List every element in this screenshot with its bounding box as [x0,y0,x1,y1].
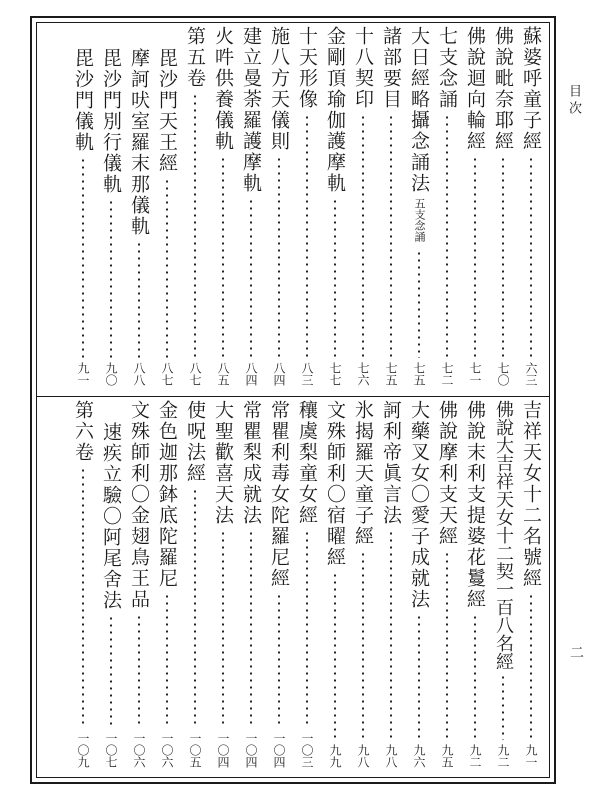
entry-page: 九〇 [104,362,118,386]
toc-entry [404,400,434,774]
entry-note: 五支念誦 [413,198,426,242]
leader-dots [110,615,112,728]
entry-title: 佛說迴向輪經 [464,26,486,152]
toc-entry [488,26,518,392]
toc-entry [348,400,378,774]
entry-page: 一〇四 [216,732,230,768]
leader-dots [418,614,420,740]
leader-dots [278,593,280,728]
bottom-section [40,400,546,774]
entry-page: 九二 [468,744,482,768]
entry-title: 常瞿利毒女陀羅尼經 [268,400,290,589]
entry-title: 大藥叉女〇愛子成就法 [408,400,430,610]
toc-entry [488,400,518,774]
top-section [40,26,546,392]
leader-dots [474,614,476,740]
toc-entry [208,26,238,392]
toc-entry [68,26,98,392]
entry-title: 常瞿梨成就法 [240,400,262,526]
entry-title: 七支念誦 [436,26,458,110]
entry-page: 九六 [412,744,426,768]
leader-dots [474,156,476,358]
toc-entry [376,400,406,774]
entry-title: 佛說大吉祥天女十二契一百八名經 [493,400,514,670]
leader-dots [390,114,392,358]
entry-title: 火吽供養儀軌 [212,26,234,152]
entry-title: 速疾立驗〇阿尾舍法 [100,422,122,611]
entry-page: 六三 [524,362,538,386]
toc-entry [320,400,350,774]
leader-dots [138,614,140,728]
toc-entry [236,26,266,392]
entry-title: 文殊師利〇宿曜經 [324,400,346,568]
volume-title: 第五卷 [184,26,206,89]
entry-title: 建立曼荼羅護摩軌 [240,26,262,194]
entry-page: 七〇 [496,362,510,386]
section-divider [36,396,550,397]
entry-title: 文殊師利〇金翅鳥王品 [128,400,150,610]
volume-title: 第六卷 [72,400,94,463]
toc-entry [124,26,154,392]
toc-entry [376,26,406,392]
entry-page: 八八 [132,362,146,386]
entry-page: 九二 [496,744,510,768]
leader-dots [166,178,168,358]
entry-page: 一〇九 [76,732,90,768]
entry-title: 摩訶吠室羅末那儀軌 [128,48,150,237]
entry-page: 七五 [384,362,398,386]
toc-entry [516,26,546,392]
leader-dots [446,551,448,740]
toc-entry [348,26,378,392]
entry-title: 佛說毗奈耶經 [492,26,514,152]
entry-title: 十八契印 [352,26,374,110]
toc-entry [208,400,238,774]
entry-page: 九一 [524,744,538,768]
leader-dots [502,156,504,358]
entry-page: 七五 [412,362,426,386]
entry-title: 佛說摩利支天經 [436,400,458,547]
leader-dots [446,114,448,358]
leader-dots [138,241,140,358]
entry-title: 十天形像 [296,26,318,110]
toc-entry [236,400,266,774]
toc-entry [292,26,322,392]
leader-dots [334,572,336,740]
entry-page: 八五 [216,362,230,386]
toc-entry [152,26,182,392]
leader-dots [390,530,392,740]
entry-title: 金色迦那鉢底陀羅尼 [156,400,178,589]
entry-page: 九一 [76,362,90,386]
entry-title: 毘沙門天王經 [156,48,178,174]
toc-entry [432,26,462,392]
entry-title: 蘇婆呼童子經 [520,26,542,152]
entry-page: 一〇五 [188,732,202,768]
entry-title: 毘沙門儀軌 [72,48,94,153]
toc-entry [264,400,294,774]
toc-entry [320,26,350,392]
toc-entry [292,400,322,774]
leader-dots [362,551,364,740]
entry-title: 佛說末利支提婆花鬘經 [464,400,486,610]
entry-page: 一〇七 [104,732,118,768]
entry-page: 九五 [440,744,454,768]
toc-volume-heading [68,400,98,774]
toc-entry [96,26,126,392]
toc-entry [152,400,182,774]
entry-page: 九八 [384,744,398,768]
leader-dots [222,530,224,728]
entry-title: 訶利帝眞言法 [380,400,402,526]
toc-entry [460,26,490,392]
entry-title: 穰虞梨童女經 [296,400,318,526]
toc-entry [124,400,154,774]
leader-dots [250,530,252,728]
entry-page: 九九 [328,744,342,768]
leader-dots [278,156,280,358]
leader-dots [82,467,84,728]
leader-dots [418,250,420,358]
entry-title: 毘沙門別行儀軌 [100,48,122,195]
entry-page: 七六 [356,362,370,386]
entry-title: 施八方天儀則 [268,26,290,152]
entry-page: 八七 [188,362,202,386]
leader-dots [502,674,504,740]
entry-page: 九八 [356,744,370,768]
entry-title: 使呪法經 [184,400,206,484]
entry-page: 七七 [328,362,342,386]
toc-entry [96,400,126,774]
leader-dots [82,157,84,358]
leader-dots [306,530,308,728]
entry-page: 一〇六 [132,732,146,768]
page-number: 二 [568,645,584,659]
entry-title: 吉祥天女十二名號經 [520,400,542,589]
entry-page: 一〇三 [300,732,314,768]
entry-page: 八七 [160,362,174,386]
leader-dots [194,93,196,358]
toc-entry [180,400,210,774]
entry-page: 八四 [244,362,258,386]
leader-dots [530,156,532,358]
toc-entry [432,400,462,774]
toc-entry [516,400,546,774]
entry-page: 八四 [272,362,286,386]
leader-dots [362,114,364,358]
entry-title: 諸部要目 [380,26,402,110]
toc-entry [264,26,294,392]
leader-dots [334,198,336,358]
entry-page: 一〇四 [272,732,286,768]
leader-dots [250,198,252,358]
running-title: 目 次 [566,84,581,115]
leader-dots [530,593,532,740]
entry-page: 七二 [440,362,454,386]
entry-title: 金剛頂瑜伽護摩軌 [324,26,346,194]
entry-page: 一〇四 [244,732,258,768]
leader-dots [222,156,224,358]
leader-dots [306,114,308,358]
toc-entry [404,26,434,392]
toc-volume-heading [180,26,210,392]
entry-page: 八三 [300,362,314,386]
entry-page: 七一 [468,362,482,386]
entry-page: 一〇六 [160,732,174,768]
entry-title: 大聖歡喜天法 [212,400,234,526]
leader-dots [194,488,196,728]
toc-entry [460,400,490,774]
leader-dots [110,199,112,358]
leader-dots [166,593,168,728]
entry-title: 大日經略攝念誦法 [408,26,430,194]
entry-title: 氷揭羅天童子經 [352,400,374,547]
